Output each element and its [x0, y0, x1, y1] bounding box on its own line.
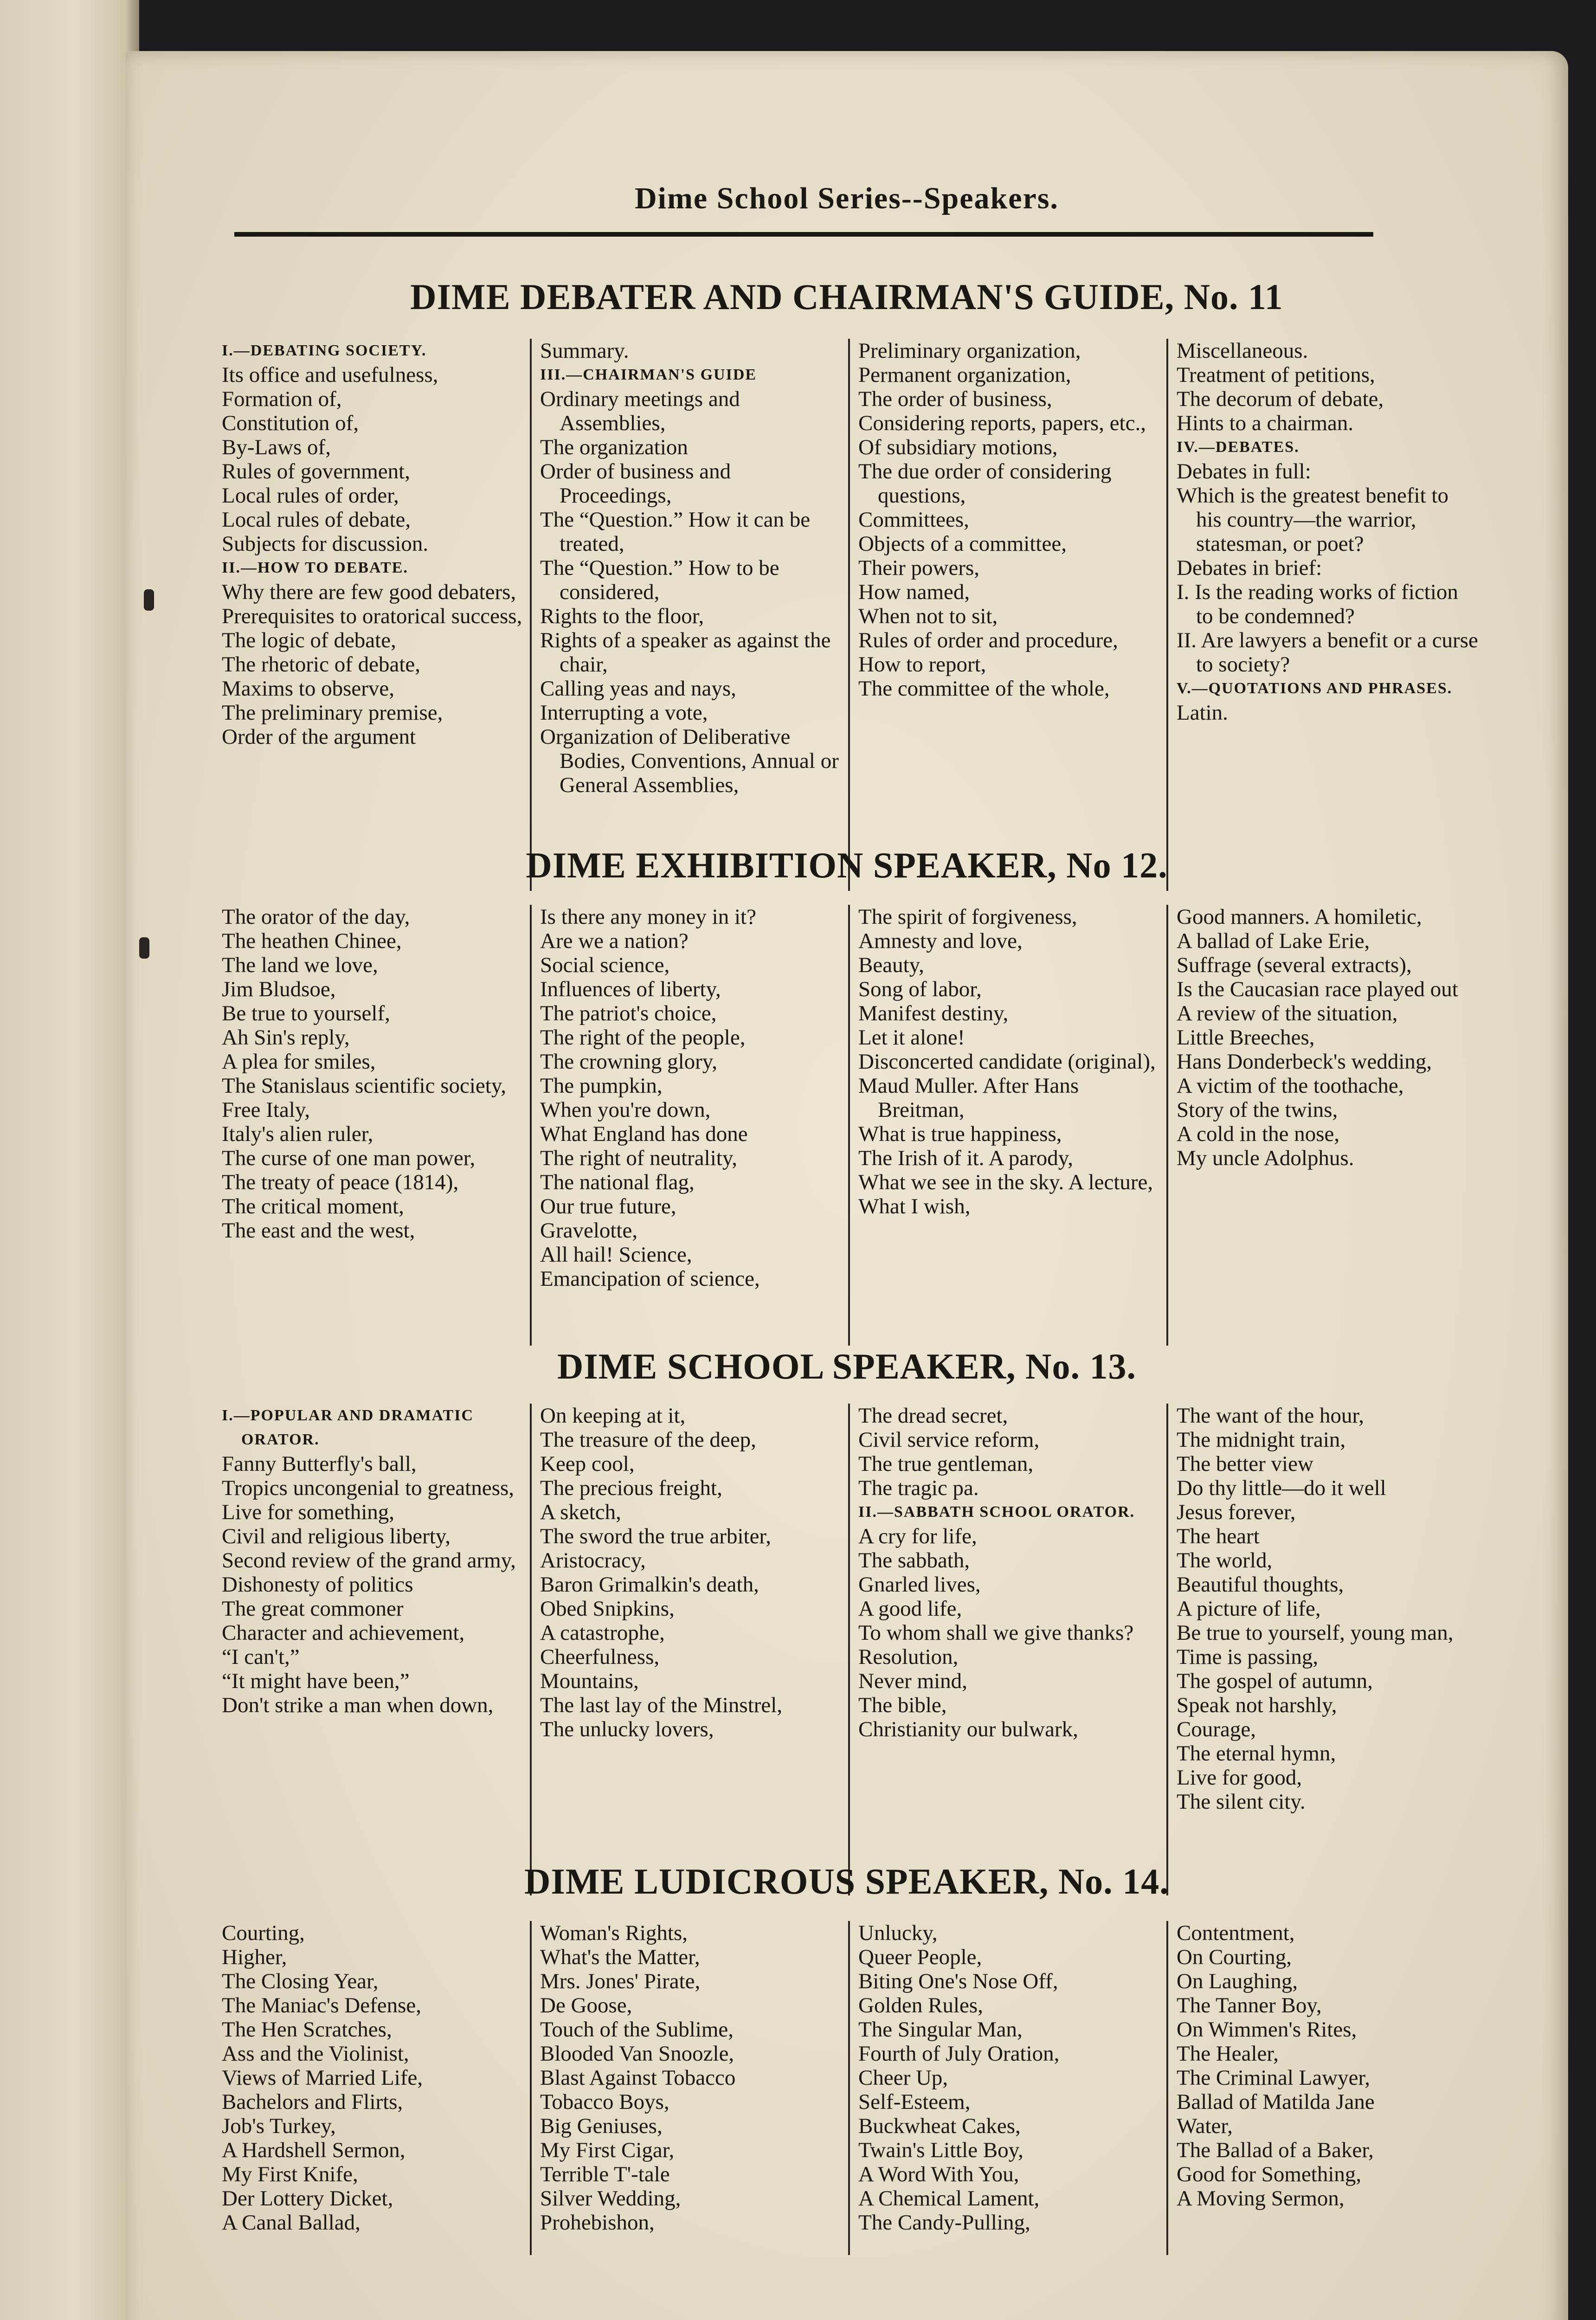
catalog-column — [530, 905, 848, 1346]
catalog-entry: The Ballad of a Baker, — [1177, 2138, 1374, 2162]
catalog-entry: Rights to the floor, — [540, 604, 704, 628]
catalog-entry: My uncle Adolphus. — [1177, 1146, 1354, 1170]
catalog-entry: The right of neutrality, — [540, 1146, 738, 1170]
catalog-entry: When you're down, — [540, 1098, 711, 1122]
catalog-entry: Resolution, — [858, 1645, 959, 1669]
catalog-entry: The dread secret, — [858, 1404, 1008, 1428]
catalog-entry: A Canal Ballad, — [222, 2210, 360, 2235]
catalog-entry: The Candy-Pulling, — [858, 2210, 1030, 2235]
catalog-entry: The order of business, — [858, 387, 1052, 411]
catalog-entry: Buckwheat Cakes, — [858, 2114, 1021, 2138]
catalog-column — [213, 1921, 530, 2255]
catalog-column — [1166, 905, 1485, 1346]
catalog-entry: Permanent organization, — [858, 363, 1071, 387]
subsection-heading: IV.—DEBATES. — [1177, 438, 1300, 456]
catalog-entry: Baron Grimalkin's death, — [540, 1572, 759, 1597]
catalog-entry: On Courting, — [1177, 1945, 1292, 1969]
catalog-entry: What I wish, — [858, 1194, 971, 1218]
catalog-entry: Mrs. Jones' Pirate, — [540, 1969, 701, 1993]
catalog-entry: Civil service reform, — [858, 1428, 1040, 1452]
catalog-entry: A sketch, — [540, 1500, 621, 1524]
catalog-entry: Live for good, — [1177, 1766, 1302, 1790]
catalog-entry: Beauty, — [858, 953, 924, 977]
catalog-entry: Constitution of, — [222, 411, 359, 435]
catalog-entry: Speak not harshly, — [1177, 1693, 1337, 1717]
catalog-entry: Silver Wedding, — [540, 2186, 681, 2210]
catalog-entry: The bible, — [858, 1693, 947, 1717]
catalog-column — [848, 905, 1166, 1346]
catalog-entry: The true gentleman, — [858, 1452, 1034, 1476]
catalog-entry: The eternal hymn, — [1177, 1741, 1336, 1766]
catalog-entry: Our true future, — [540, 1194, 676, 1218]
catalog-entry: Courage, — [1177, 1717, 1256, 1741]
catalog-entry: The Hen Scratches, — [222, 2017, 392, 2042]
catalog-entry: Ass and the Violinist, — [222, 2042, 409, 2066]
catalog-entry: Civil and religious liberty, — [222, 1524, 450, 1548]
catalog-entry: The precious freight, — [540, 1476, 722, 1500]
catalog-entry: Golden Rules, — [858, 1993, 983, 2017]
catalog-entry: The curse of one man power, — [222, 1146, 476, 1170]
catalog-entry: Ordinary meetings and Assemblies, — [540, 387, 740, 435]
catalog-column — [848, 1404, 1166, 1895]
catalog-entry: Touch of the Sublime, — [540, 2017, 734, 2042]
section-title: DIME DEBATER AND CHAIRMAN'S GUIDE, No. 11 — [410, 277, 1283, 317]
binding-hole — [139, 937, 149, 959]
catalog-entry: Emancipation of science, — [540, 1267, 760, 1291]
catalog-entry: Prohebishon, — [540, 2210, 655, 2235]
catalog-entry: Its office and usefulness, — [222, 363, 438, 387]
catalog-entry: Rights of a speaker as against the chair, — [540, 628, 831, 677]
catalog-entry: Water, — [1177, 2114, 1233, 2138]
catalog-entry: Social science, — [540, 953, 670, 977]
catalog-entry: Be true to yourself, — [222, 1001, 390, 1025]
catalog-column — [213, 905, 530, 1346]
catalog-entry: The critical moment, — [222, 1194, 404, 1218]
catalog-entry: Queer People, — [858, 1945, 982, 1969]
catalog-entry: Local rules of order, — [222, 483, 399, 508]
catalog-entry: Cheerfulness, — [540, 1645, 660, 1669]
catalog-entry: On keeping at it, — [540, 1404, 686, 1428]
catalog-entry: Treatment of petitions, — [1177, 363, 1375, 387]
catalog-entry: To whom shall we give thanks? — [858, 1621, 1134, 1645]
catalog-entry: A picture of life, — [1177, 1597, 1321, 1621]
catalog-entry: A ballad of Lake Erie, — [1177, 929, 1370, 953]
catalog-entry: Order of business and Proceedings, — [540, 459, 731, 508]
catalog-entry: The heart — [1177, 1524, 1260, 1548]
catalog-entry: The Maniac's Defense, — [222, 1993, 421, 2017]
catalog-entry: On Laughing, — [1177, 1969, 1298, 1993]
catalog-entry: What's the Matter, — [540, 1945, 700, 1969]
catalog-entry: How to report, — [858, 652, 986, 677]
catalog-entry: Ah Sin's reply, — [222, 1025, 350, 1050]
catalog-entry: Tobacco Boys, — [540, 2090, 669, 2114]
catalog-entry: Hans Donderbeck's wedding, — [1177, 1050, 1432, 1074]
catalog-entry: By-Laws of, — [222, 435, 331, 459]
catalog-entry: The “Question.” How it can be treated, — [540, 508, 811, 556]
catalog-entry: Debates in brief: — [1177, 556, 1322, 580]
catalog-entry: A plea for smiles, — [222, 1050, 376, 1074]
catalog-entry: The great commoner — [222, 1597, 404, 1621]
catalog-entry: The unlucky lovers, — [540, 1717, 714, 1741]
catalog-column — [1166, 1404, 1485, 1895]
catalog-entry: The better view — [1177, 1452, 1313, 1476]
catalog-entry: Christianity our bulwark, — [858, 1717, 1078, 1741]
catalog-entry: Unlucky, — [858, 1921, 938, 1945]
catalog-entry: Story of the twins, — [1177, 1098, 1338, 1122]
catalog-entry: “It might have been,” — [222, 1669, 410, 1693]
catalog-entry: The logic of debate, — [222, 628, 396, 652]
catalog-entry: A victim of the toothache, — [1177, 1074, 1404, 1098]
catalog-entry: Live for something, — [222, 1500, 395, 1524]
section-title: DIME EXHIBITION SPEAKER, No 12. — [526, 845, 1168, 885]
catalog-entry: The Closing Year, — [222, 1969, 379, 1993]
catalog-entry: The patriot's choice, — [540, 1001, 717, 1025]
catalog-entry: The orator of the day, — [222, 905, 410, 929]
catalog-entry: A good life, — [858, 1597, 962, 1621]
catalog-entry: Big Geniuses, — [540, 2114, 663, 2138]
catalog-page — [125, 51, 1568, 2320]
catalog-entry: Suffrage (several extracts), — [1177, 953, 1412, 977]
catalog-entry: Terrible T'-tale — [540, 2162, 670, 2186]
catalog-entry: Which is the greatest benefit to his country—the warrior, statesman, or poet? — [1177, 483, 1448, 556]
catalog-column — [848, 339, 1166, 891]
catalog-entry: The treasure of the deep, — [540, 1428, 756, 1452]
catalog-entry: The silent city. — [1177, 1790, 1306, 1814]
catalog-entry: The spirit of forgiveness, — [858, 905, 1077, 929]
catalog-entry: I. Is the reading works of fiction to be condemned? — [1177, 580, 1458, 628]
catalog-entry: Hints to a chairman. — [1177, 411, 1354, 435]
catalog-entry: The tragic pa. — [858, 1476, 979, 1500]
subsection-heading: II.—HOW TO DEBATE. — [222, 559, 408, 576]
catalog-entry: Summary. — [540, 339, 629, 363]
catalog-entry: What is true happiness, — [858, 1122, 1062, 1146]
section-columns — [213, 905, 1485, 1346]
subsection-heading: II.—SABBATH SCHOOL ORATOR. — [858, 1503, 1135, 1521]
catalog-column — [1166, 339, 1485, 891]
catalog-entry: The world, — [1177, 1548, 1273, 1572]
catalog-entry: How named, — [858, 580, 970, 604]
subsection-heading: I.—POPULAR AND DRAMATIC ORATOR. — [222, 1407, 474, 1448]
catalog-entry: Ballad of Matilda Jane — [1177, 2090, 1375, 2114]
catalog-entry: Good for Something, — [1177, 2162, 1362, 2186]
subsection-heading: V.—QUOTATIONS AND PHRASES. — [1177, 680, 1453, 697]
catalog-entry: The Irish of it. A parody, — [858, 1146, 1073, 1170]
catalog-entry: The national flag, — [540, 1170, 695, 1194]
catalog-entry: Calling yeas and nays, — [540, 677, 736, 701]
catalog-entry: Free Italy, — [222, 1098, 310, 1122]
catalog-entry: A catastrophe, — [540, 1621, 665, 1645]
catalog-entry: The Singular Man, — [858, 2017, 1023, 2042]
catalog-entry: Obed Snipkins, — [540, 1597, 675, 1621]
catalog-entry: Gravelotte, — [540, 1218, 638, 1243]
catalog-entry: All hail! Science, — [540, 1243, 692, 1267]
catalog-entry: Maud Muller. After Hans Breitman, — [858, 1074, 1079, 1122]
catalog-entry: Contentment, — [1177, 1921, 1295, 1945]
catalog-column — [530, 339, 848, 891]
catalog-entry: Be true to yourself, young man, — [1177, 1621, 1454, 1645]
catalog-entry: Never mind, — [858, 1669, 967, 1693]
catalog-entry: Prerequisites to oratorical success, — [222, 604, 522, 628]
catalog-entry: Let it alone! — [858, 1025, 965, 1050]
catalog-entry: Formation of, — [222, 387, 342, 411]
catalog-entry: The Criminal Lawyer, — [1177, 2066, 1371, 2090]
catalog-entry: Manifest destiny, — [858, 1001, 1009, 1025]
catalog-entry: Good manners. A homiletic, — [1177, 905, 1422, 929]
catalog-entry: Do thy little—do it well — [1177, 1476, 1386, 1500]
catalog-entry: Biting One's Nose Off, — [858, 1969, 1058, 1993]
catalog-entry: The due order of considering questions, — [858, 459, 1112, 508]
catalog-entry: What England has done — [540, 1122, 748, 1146]
catalog-entry: Higher, — [222, 1945, 287, 1969]
catalog-entry: Preliminary organization, — [858, 339, 1081, 363]
binding-hole — [144, 589, 154, 611]
catalog-entry: Character and achievement, — [222, 1621, 465, 1645]
catalog-entry: Local rules of debate, — [222, 508, 411, 532]
catalog-entry: The decorum of debate, — [1177, 387, 1384, 411]
catalog-entry: Committees, — [858, 508, 969, 532]
catalog-entry: Time is passing, — [1177, 1645, 1319, 1669]
catalog-entry: The want of the hour, — [1177, 1404, 1364, 1428]
catalog-column — [530, 1921, 848, 2255]
catalog-entry: My First Knife, — [222, 2162, 358, 2186]
catalog-entry: Rules of government, — [222, 459, 410, 483]
catalog-entry: A Word With You, — [858, 2162, 1019, 2186]
catalog-entry: My First Cigar, — [540, 2138, 675, 2162]
catalog-entry: Subjects for discussion. — [222, 532, 429, 556]
catalog-entry: Dishonesty of politics — [222, 1572, 413, 1597]
catalog-entry: Song of labor, — [858, 977, 982, 1001]
catalog-entry: The rhetoric of debate, — [222, 652, 421, 677]
catalog-entry: A Moving Sermon, — [1177, 2186, 1345, 2210]
catalog-entry: Tropics uncongenial to greatness, — [222, 1476, 515, 1500]
catalog-column — [848, 1921, 1166, 2255]
catalog-entry: The sabbath, — [858, 1548, 970, 1572]
catalog-entry: The right of the people, — [540, 1025, 746, 1050]
catalog-entry: The east and the west, — [222, 1218, 415, 1243]
catalog-column — [1166, 1921, 1485, 2255]
catalog-entry: Their powers, — [858, 556, 980, 580]
catalog-entry: Bachelors and Flirts, — [222, 2090, 403, 2114]
catalog-entry: Fourth of July Oration, — [858, 2042, 1060, 2066]
catalog-entry: Organization of Deliberative Bodies, Conventions, Annual or General Assemblies, — [540, 725, 839, 797]
catalog-entry: Mountains, — [540, 1669, 639, 1693]
catalog-entry: The gospel of autumn, — [1177, 1669, 1373, 1693]
catalog-entry: Der Lottery Dicket, — [222, 2186, 393, 2210]
catalog-entry: When not to sit, — [858, 604, 998, 628]
catalog-entry: Jesus forever, — [1177, 1500, 1296, 1524]
catalog-entry: A cry for life, — [858, 1524, 977, 1548]
catalog-entry: Influences of liberty, — [540, 977, 721, 1001]
catalog-entry: A Hardshell Sermon, — [222, 2138, 405, 2162]
catalog-entry: The committee of the whole, — [858, 677, 1110, 701]
catalog-entry: Second review of the grand army, — [222, 1548, 516, 1572]
catalog-entry: Why there are few good debaters, — [222, 580, 516, 604]
catalog-entry: Disconcerted candidate (original), — [858, 1050, 1156, 1074]
catalog-entry: Blooded Van Snoozle, — [540, 2042, 734, 2066]
catalog-entry: Views of Married Life, — [222, 2066, 423, 2090]
subsection-heading: I.—DEBATING SOCIETY. — [222, 342, 427, 359]
catalog-entry: Interrupting a vote, — [540, 701, 708, 725]
section-title: DIME SCHOOL SPEAKER, No. 13. — [557, 1346, 1136, 1386]
catalog-entry: Latin. — [1177, 701, 1228, 725]
catalog-entry: Self-Esteem, — [858, 2090, 971, 2114]
catalog-entry: The Stanislaus scientific society, — [222, 1074, 507, 1098]
catalog-column — [530, 1404, 848, 1895]
section-columns — [213, 1404, 1485, 1895]
catalog-entry: Considering reports, papers, etc., — [858, 411, 1146, 435]
catalog-entry: The last lay of the Minstrel, — [540, 1693, 783, 1717]
catalog-entry: Cheer Up, — [858, 2066, 948, 2090]
catalog-entry: Jim Bludsoe, — [222, 977, 336, 1001]
catalog-entry: Woman's Rights, — [540, 1921, 688, 1945]
catalog-entry: Rules of order and procedure, — [858, 628, 1118, 652]
catalog-entry: The Tanner Boy, — [1177, 1993, 1322, 2017]
catalog-entry: Aristocracy, — [540, 1548, 646, 1572]
catalog-entry: The Healer, — [1177, 2042, 1279, 2066]
catalog-entry: Beautiful thoughts, — [1177, 1572, 1344, 1597]
catalog-entry: The pumpkin, — [540, 1074, 663, 1098]
catalog-entry: The land we love, — [222, 953, 378, 977]
catalog-entry: Maxims to observe, — [222, 677, 395, 701]
catalog-column — [213, 1404, 530, 1895]
catalog-entry: The crowning glory, — [540, 1050, 717, 1074]
catalog-entry: Amnesty and love, — [858, 929, 1023, 953]
catalog-entry: On Wimmen's Rites, — [1177, 2017, 1357, 2042]
section-title: DIME LUDICROUS SPEAKER, No. 14. — [524, 1861, 1169, 1901]
subsection-heading: III.—CHAIRMAN'S GUIDE — [540, 366, 757, 383]
catalog-entry: Courting, — [222, 1921, 305, 1945]
section-columns — [213, 1921, 1485, 2255]
running-head: Dime School Series--Speakers. — [634, 181, 1059, 215]
catalog-entry: “I can't,” — [222, 1645, 300, 1669]
catalog-entry: Don't strike a man when down, — [222, 1693, 494, 1717]
catalog-entry: Fanny Butterfly's ball, — [222, 1452, 417, 1476]
catalog-entry: Gnarled lives, — [858, 1572, 981, 1597]
catalog-entry: The heathen Chinee, — [222, 929, 402, 953]
catalog-column — [213, 339, 530, 891]
catalog-entry: Twain's Little Boy, — [858, 2138, 1023, 2162]
catalog-entry: The midnight train, — [1177, 1428, 1346, 1452]
catalog-entry: A review of the situation, — [1177, 1001, 1398, 1025]
catalog-entry: Keep cool, — [540, 1452, 635, 1476]
catalog-entry: The preliminary premise, — [222, 701, 443, 725]
catalog-entry: A cold in the nose, — [1177, 1122, 1340, 1146]
catalog-entry: Miscellaneous. — [1177, 339, 1308, 363]
catalog-entry: Little Breeches, — [1177, 1025, 1315, 1050]
catalog-entry: Debates in full: — [1177, 459, 1311, 483]
catalog-entry: A Chemical Lament, — [858, 2186, 1040, 2210]
catalog-entry: De Goose, — [540, 1993, 632, 2017]
catalog-entry: Blast Against Tobacco — [540, 2066, 736, 2090]
catalog-entry: Job's Turkey, — [222, 2114, 336, 2138]
left-page-edge — [0, 0, 139, 2320]
catalog-entry: What we see in the sky. A lecture, — [858, 1170, 1153, 1194]
catalog-entry: Is there any money in it? — [540, 905, 756, 929]
catalog-entry: Objects of a committee, — [858, 532, 1067, 556]
catalog-entry: The treaty of peace (1814), — [222, 1170, 459, 1194]
section-columns — [213, 339, 1485, 891]
catalog-entry: Are we a nation? — [540, 929, 689, 953]
catalog-entry: Is the Caucasian race played out — [1177, 977, 1458, 1001]
catalog-entry: The organization — [540, 435, 688, 459]
catalog-entry: II. Are lawyers a benefit or a curse to society? — [1177, 628, 1478, 677]
catalog-entry: The sword the true arbiter, — [540, 1524, 771, 1548]
catalog-entry: Order of the argument — [222, 725, 416, 749]
head-rule — [234, 232, 1373, 237]
catalog-entry: Of subsidiary motions, — [858, 435, 1058, 459]
catalog-entry: Italy's alien ruler, — [222, 1122, 373, 1146]
catalog-entry: The “Question.” How to be considered, — [540, 556, 779, 604]
